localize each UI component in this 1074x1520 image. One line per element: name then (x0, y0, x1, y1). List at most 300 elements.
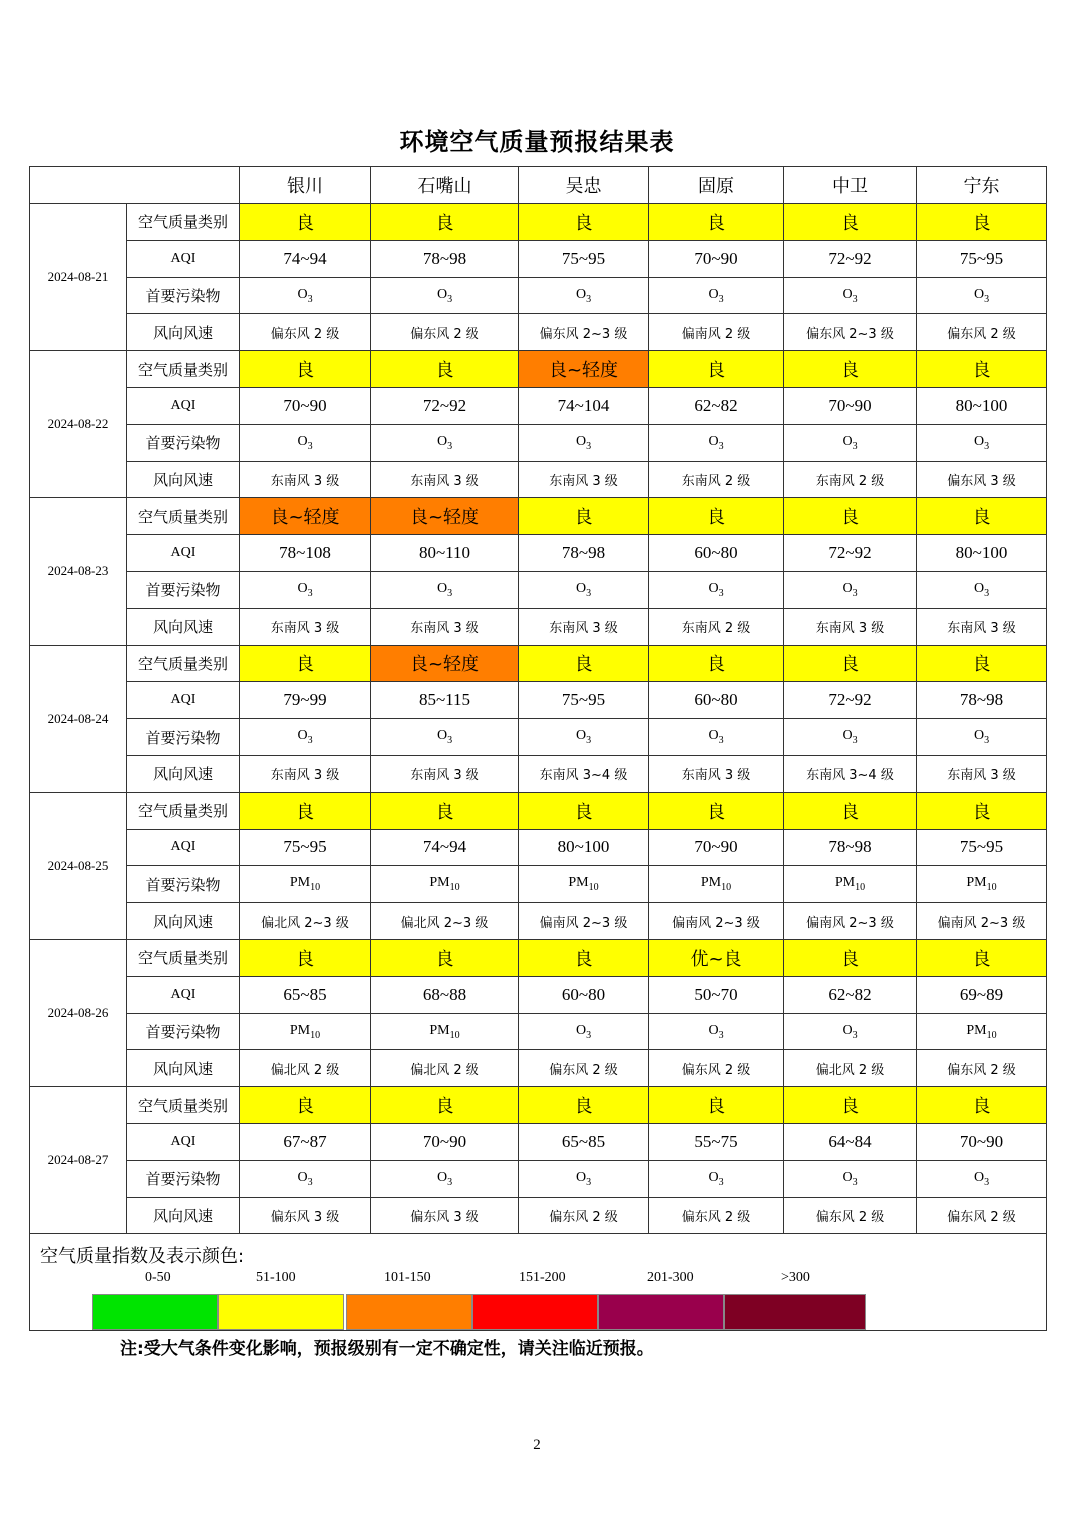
category-cell: 良 (519, 792, 649, 829)
pollutant-subscript: 3 (852, 734, 858, 746)
pollutant-symbol: O (842, 286, 853, 302)
pollutant-symbol: O (708, 433, 719, 449)
wind-cell: 东南风 3 级 (240, 461, 371, 498)
pollutant-symbol: O (842, 1022, 853, 1038)
table-row-wind (30, 903, 1047, 940)
pollutant-cell (240, 424, 371, 461)
category-cell: 良 (240, 351, 371, 388)
wind-cell: 偏东风 2 级 (240, 314, 371, 351)
aqi-cell: 80~100 (917, 535, 1047, 572)
category-cell: 良 (784, 204, 917, 241)
city-header: 宁东 (917, 167, 1047, 204)
pollutant-subscript: 3 (447, 440, 453, 452)
pollutant-subscript: 10 (986, 882, 997, 894)
table-row-category (30, 645, 1047, 682)
category-cell: 良 (519, 204, 649, 241)
wind-cell: 东南风 3 级 (371, 755, 519, 792)
pollutant-cell (784, 571, 917, 608)
pollutant-subscript: 10 (449, 882, 460, 894)
pollutant-subscript: 3 (447, 293, 453, 305)
category-cell: 良 (371, 939, 519, 976)
aqi-cell: 68~88 (371, 976, 519, 1013)
pollutant-subscript: 10 (588, 882, 599, 894)
aqi-cell: 78~98 (784, 829, 917, 866)
aqi-color-legend (30, 1234, 1047, 1331)
category-cell: 良 (371, 1087, 519, 1124)
row-label-category: 空气质量类别 (127, 498, 240, 535)
row-label-wind: 风向风速 (127, 1050, 240, 1087)
row-label-aqi: AQI (127, 1123, 240, 1160)
pollutant-symbol: PM (834, 875, 856, 891)
city-header: 石嘴山 (371, 167, 519, 204)
table-row-aqi (30, 535, 1047, 572)
aqi-cell: 80~100 (519, 829, 649, 866)
category-cell: 良 (649, 645, 784, 682)
forecast-body (30, 204, 1047, 1234)
wind-cell: 偏东风 2 级 (784, 1197, 917, 1234)
pollutant-subscript: 10 (310, 1029, 321, 1041)
pollutant-cell (649, 571, 784, 608)
forecast-date: 2024-08-23 (30, 498, 127, 645)
wind-cell: 偏东风 2 级 (917, 1050, 1047, 1087)
row-label-aqi: AQI (127, 535, 240, 572)
pollutant-symbol: O (842, 728, 853, 744)
pollutant-symbol: O (708, 580, 719, 596)
pollutant-cell (784, 277, 917, 314)
aqi-cell: 75~95 (917, 240, 1047, 277)
pollutant-symbol: O (297, 1169, 308, 1185)
table-row-wind (30, 461, 1047, 498)
table-row-wind (30, 314, 1047, 351)
row-label-wind: 风向风速 (127, 755, 240, 792)
pollutant-subscript: 3 (852, 587, 858, 599)
row-label-pollutant: 首要污染物 (127, 424, 240, 461)
pollutant-subscript: 3 (586, 734, 592, 746)
table-row-pollutant (30, 719, 1047, 756)
row-label-pollutant: 首要污染物 (127, 277, 240, 314)
pollutant-cell (240, 1013, 371, 1050)
wind-cell: 偏东风 2~3 级 (784, 314, 917, 351)
aqi-cell: 79~99 (240, 682, 371, 719)
row-label-category: 空气质量类别 (127, 204, 240, 241)
pollutant-subscript: 3 (307, 734, 313, 746)
pollutant-cell (917, 866, 1047, 903)
category-cell: 良 (784, 1087, 917, 1124)
wind-cell: 偏南风 2~3 级 (784, 903, 917, 940)
row-label-wind: 风向风速 (127, 461, 240, 498)
legend-color-swatch (472, 1294, 598, 1330)
aqi-cell: 72~92 (784, 535, 917, 572)
row-label-wind: 风向风速 (127, 903, 240, 940)
pollutant-symbol: O (297, 286, 308, 302)
pollutant-subscript: 3 (447, 734, 453, 746)
pollutant-symbol: PM (289, 1022, 311, 1038)
pollutant-subscript: 3 (447, 587, 453, 599)
aqi-cell: 74~94 (371, 829, 519, 866)
pollutant-subscript: 3 (307, 440, 313, 452)
aqi-cell: 75~95 (519, 240, 649, 277)
pollutant-symbol: O (575, 728, 587, 744)
table-row-wind (30, 1050, 1047, 1087)
row-label-wind: 风向风速 (127, 314, 240, 351)
aqi-cell: 78~98 (519, 535, 649, 572)
category-cell: 良 (917, 939, 1047, 976)
category-cell: 良 (240, 939, 371, 976)
pollutant-subscript: 3 (852, 293, 858, 305)
city-header: 固原 (649, 167, 784, 204)
table-row-wind (30, 608, 1047, 645)
page-number: 2 (533, 1437, 541, 1453)
pollutant-cell (519, 1160, 649, 1197)
wind-cell: 偏南风 2~3 级 (519, 903, 649, 940)
row-label-category: 空气质量类别 (127, 351, 240, 388)
wind-cell: 东南风 3 级 (371, 608, 519, 645)
wind-cell: 东南风 2 级 (649, 608, 784, 645)
pollutant-subscript: 3 (852, 1176, 858, 1188)
wind-cell: 东南风 3~4 级 (784, 755, 917, 792)
pollutant-cell (371, 866, 519, 903)
aqi-cell: 80~110 (371, 535, 519, 572)
pollutant-subscript: 10 (986, 1029, 997, 1041)
table-row-aqi (30, 829, 1047, 866)
pollutant-cell (649, 1160, 784, 1197)
pollutant-subscript: 3 (718, 1029, 724, 1041)
pollutant-cell (917, 1013, 1047, 1050)
wind-cell: 东南风 3 级 (784, 608, 917, 645)
pollutant-symbol: PM (289, 875, 311, 891)
category-cell: 良 (784, 792, 917, 829)
table-row-category (30, 1087, 1047, 1124)
aqi-cell: 70~90 (649, 240, 784, 277)
row-label-pollutant: 首要污染物 (127, 571, 240, 608)
wind-cell: 偏南风 2 级 (649, 314, 784, 351)
category-cell: 良 (240, 645, 371, 682)
pollutant-subscript: 10 (310, 882, 321, 894)
pollutant-cell (240, 571, 371, 608)
row-label-category: 空气质量类别 (127, 939, 240, 976)
pollutant-symbol: O (973, 433, 985, 449)
pollutant-symbol: O (575, 1169, 587, 1185)
category-cell: 良 (371, 792, 519, 829)
pollutant-cell (784, 1013, 917, 1050)
forecast-date: 2024-08-21 (30, 204, 127, 351)
wind-cell: 偏北风 2 级 (240, 1050, 371, 1087)
pollutant-symbol: O (973, 1169, 985, 1185)
table-row-category (30, 939, 1047, 976)
aqi-cell: 78~98 (371, 240, 519, 277)
pollutant-cell (917, 571, 1047, 608)
pollutant-symbol: O (575, 286, 587, 302)
wind-cell: 东南风 3~4 级 (519, 755, 649, 792)
row-label-pollutant: 首要污染物 (127, 719, 240, 756)
wind-cell: 东南风 3 级 (371, 461, 519, 498)
row-label-pollutant: 首要污染物 (127, 1013, 240, 1050)
aqi-cell: 65~85 (240, 976, 371, 1013)
pollutant-symbol: O (973, 286, 985, 302)
pollutant-subscript: 3 (307, 587, 313, 599)
aqi-cell: 70~90 (649, 829, 784, 866)
pollutant-symbol: O (436, 286, 448, 302)
table-row-pollutant (30, 1013, 1047, 1050)
aqi-cell: 70~90 (371, 1123, 519, 1160)
category-cell: 良~轻度 (371, 645, 519, 682)
forecast-date: 2024-08-27 (30, 1087, 127, 1234)
legend-range-label: 0-50 (145, 1270, 171, 1286)
aqi-cell: 85~115 (371, 682, 519, 719)
row-label-category: 空气质量类别 (127, 792, 240, 829)
aqi-cell: 62~82 (649, 387, 784, 424)
pollutant-symbol: O (708, 1022, 719, 1038)
city-header: 吴忠 (519, 167, 649, 204)
pollutant-cell (240, 719, 371, 756)
pollutant-cell (519, 424, 649, 461)
pollutant-cell (371, 1013, 519, 1050)
pollutant-subscript: 10 (721, 882, 732, 894)
legend-color-swatch (724, 1294, 866, 1330)
pollutant-subscript: 3 (307, 293, 313, 305)
pollutant-symbol: O (842, 433, 853, 449)
pollutant-cell (240, 1160, 371, 1197)
pollutant-subscript: 3 (307, 1176, 313, 1188)
row-label-pollutant: 首要污染物 (127, 1160, 240, 1197)
aqi-cell: 70~90 (917, 1123, 1047, 1160)
category-cell: 良 (917, 792, 1047, 829)
legend-color-swatch (218, 1294, 344, 1330)
legend-range-label: 101-150 (384, 1270, 431, 1286)
pollutant-subscript: 3 (984, 1176, 990, 1188)
wind-cell: 偏东风 2~3 级 (519, 314, 649, 351)
row-label-pollutant: 首要污染物 (127, 866, 240, 903)
table-row-pollutant (30, 1160, 1047, 1197)
pollutant-cell (240, 277, 371, 314)
wind-cell: 偏北风 2~3 级 (240, 903, 371, 940)
pollutant-symbol: O (575, 433, 587, 449)
pollutant-symbol: O (708, 1169, 719, 1185)
wind-cell: 偏南风 2~3 级 (649, 903, 784, 940)
pollutant-cell (519, 277, 649, 314)
pollutant-cell (917, 1160, 1047, 1197)
header-corner (30, 167, 240, 204)
page-title: 环境空气质量预报结果表 (399, 128, 675, 156)
pollutant-cell (371, 1160, 519, 1197)
pollutant-symbol: O (436, 580, 448, 596)
wind-cell: 偏南风 2~3 级 (917, 903, 1047, 940)
forecast-date: 2024-08-22 (30, 351, 127, 498)
wind-cell: 偏北风 2 级 (784, 1050, 917, 1087)
row-label-category: 空气质量类别 (127, 645, 240, 682)
aqi-cell: 62~82 (784, 976, 917, 1013)
legend-range-label: >300 (781, 1270, 810, 1286)
table-row-category (30, 351, 1047, 388)
category-cell: 良 (649, 1087, 784, 1124)
category-cell: 良 (649, 498, 784, 535)
aqi-cell: 78~98 (917, 682, 1047, 719)
pollutant-symbol: PM (429, 875, 450, 891)
pollutant-subscript: 3 (718, 734, 724, 746)
category-cell: 良 (649, 792, 784, 829)
table-row-category (30, 498, 1047, 535)
pollutant-cell (371, 277, 519, 314)
row-label-aqi: AQI (127, 976, 240, 1013)
wind-cell: 偏东风 2 级 (649, 1050, 784, 1087)
pollutant-cell (649, 719, 784, 756)
category-cell: 良 (240, 1087, 371, 1124)
forecast-table (29, 166, 1047, 1331)
pollutant-cell (649, 277, 784, 314)
aqi-cell: 75~95 (917, 829, 1047, 866)
table-row-wind (30, 755, 1047, 792)
aqi-cell: 64~84 (784, 1123, 917, 1160)
pollutant-subscript: 3 (718, 587, 724, 599)
table-row-wind (30, 1197, 1047, 1234)
pollutant-subscript: 3 (852, 440, 858, 452)
aqi-cell: 74~94 (240, 240, 371, 277)
category-cell: 良 (519, 645, 649, 682)
pollutant-symbol: O (973, 728, 985, 744)
row-label-aqi: AQI (127, 829, 240, 866)
pollutant-cell (917, 719, 1047, 756)
pollutant-cell (649, 424, 784, 461)
pollutant-symbol: O (575, 580, 587, 596)
pollutant-symbol: PM (966, 1022, 987, 1038)
pollutant-subscript: 3 (586, 587, 592, 599)
wind-cell: 偏东风 3 级 (240, 1197, 371, 1234)
pollutant-cell (649, 1013, 784, 1050)
aqi-cell: 72~92 (784, 682, 917, 719)
forecast-date: 2024-08-24 (30, 645, 127, 792)
pollutant-cell (519, 866, 649, 903)
wind-cell: 偏东风 3 级 (371, 1197, 519, 1234)
wind-cell: 东南风 2 级 (784, 461, 917, 498)
aqi-cell: 60~80 (519, 976, 649, 1013)
category-cell: 良 (917, 498, 1047, 535)
forecast-date: 2024-08-26 (30, 939, 127, 1086)
aqi-cell: 60~80 (649, 535, 784, 572)
pollutant-symbol: O (842, 580, 853, 596)
category-cell: 良 (784, 498, 917, 535)
pollutant-symbol: O (436, 1169, 448, 1185)
pollutant-symbol: O (297, 433, 308, 449)
legend-title: 空气质量指数及表示颜色: (40, 1246, 245, 1268)
aqi-cell: 60~80 (649, 682, 784, 719)
pollutant-symbol: O (842, 1169, 853, 1185)
wind-cell: 东南风 3 级 (240, 608, 371, 645)
category-cell: 良 (784, 351, 917, 388)
table-row-pollutant (30, 866, 1047, 903)
pollutant-cell (371, 719, 519, 756)
wind-cell: 偏北风 2 级 (371, 1050, 519, 1087)
aqi-cell: 70~90 (784, 387, 917, 424)
header-row (30, 167, 1047, 204)
pollutant-subscript: 3 (984, 293, 990, 305)
pollutant-subscript: 3 (718, 1176, 724, 1188)
wind-cell: 偏东风 3 级 (917, 461, 1047, 498)
wind-cell: 东南风 3 级 (917, 608, 1047, 645)
category-cell: 良 (519, 498, 649, 535)
pollutant-cell (371, 571, 519, 608)
pollutant-cell (371, 424, 519, 461)
aqi-cell: 70~90 (240, 387, 371, 424)
wind-cell: 东南风 3 级 (519, 608, 649, 645)
category-cell: 良 (784, 939, 917, 976)
pollutant-cell (784, 1160, 917, 1197)
category-cell: 优~良 (649, 939, 784, 976)
aqi-cell: 65~85 (519, 1123, 649, 1160)
forecast-note: 注:受大气条件变化影响，预报级别有一定不确定性，请关注临近预报。 (120, 1339, 654, 1359)
pollutant-symbol: O (297, 728, 308, 744)
pollutant-cell (784, 424, 917, 461)
category-cell: 良 (917, 204, 1047, 241)
row-label-wind: 风向风速 (127, 1197, 240, 1234)
row-label-wind: 风向风速 (127, 608, 240, 645)
aqi-cell: 72~92 (371, 387, 519, 424)
aqi-cell: 74~104 (519, 387, 649, 424)
wind-cell: 偏东风 2 级 (371, 314, 519, 351)
pollutant-subscript: 3 (586, 1029, 592, 1041)
category-cell: 良 (371, 351, 519, 388)
pollutant-subscript: 3 (586, 440, 592, 452)
legend-color-swatch (92, 1294, 218, 1330)
table-row-pollutant (30, 424, 1047, 461)
aqi-cell: 69~89 (917, 976, 1047, 1013)
pollutant-symbol: PM (429, 1022, 450, 1038)
wind-cell: 偏东风 2 级 (519, 1197, 649, 1234)
pollutant-symbol: O (436, 728, 448, 744)
legend-range-label: 51-100 (256, 1270, 296, 1286)
pollutant-cell (519, 1013, 649, 1050)
category-cell: 良 (917, 645, 1047, 682)
pollutant-symbol: O (973, 580, 985, 596)
aqi-cell: 80~100 (917, 387, 1047, 424)
pollutant-symbol: PM (700, 875, 722, 891)
table-row-aqi (30, 682, 1047, 719)
row-label-aqi: AQI (127, 387, 240, 424)
pollutant-cell (917, 424, 1047, 461)
wind-cell: 东南风 3 级 (917, 755, 1047, 792)
pollutant-cell (240, 866, 371, 903)
wind-cell: 东南风 3 级 (519, 461, 649, 498)
pollutant-cell (784, 719, 917, 756)
wind-cell: 偏东风 2 级 (917, 1197, 1047, 1234)
legend-color-swatch (598, 1294, 724, 1330)
pollutant-symbol: O (436, 433, 448, 449)
city-header: 银川 (240, 167, 371, 204)
category-cell: 良 (649, 351, 784, 388)
table-row-aqi (30, 387, 1047, 424)
wind-cell: 东南风 2 级 (649, 461, 784, 498)
wind-cell: 东南风 3 级 (649, 755, 784, 792)
legend-range-label: 201-300 (647, 1270, 694, 1286)
aqi-cell: 75~95 (519, 682, 649, 719)
pollutant-subscript: 10 (449, 1029, 460, 1041)
row-label-category: 空气质量类别 (127, 1087, 240, 1124)
legend-color-swatch (346, 1294, 472, 1330)
forecast-date: 2024-08-25 (30, 792, 127, 939)
aqi-cell: 78~108 (240, 535, 371, 572)
table-row-aqi (30, 1123, 1047, 1160)
pollutant-symbol: O (297, 580, 308, 596)
table-row-pollutant (30, 277, 1047, 314)
category-cell: 良 (240, 204, 371, 241)
pollutant-subscript: 3 (718, 440, 724, 452)
pollutant-symbol: O (708, 728, 719, 744)
category-cell: 良 (519, 939, 649, 976)
pollutant-cell (519, 571, 649, 608)
category-cell: 良 (519, 1087, 649, 1124)
category-cell: 良 (917, 1087, 1047, 1124)
category-cell: 良~轻度 (371, 498, 519, 535)
pollutant-symbol: O (708, 286, 719, 302)
